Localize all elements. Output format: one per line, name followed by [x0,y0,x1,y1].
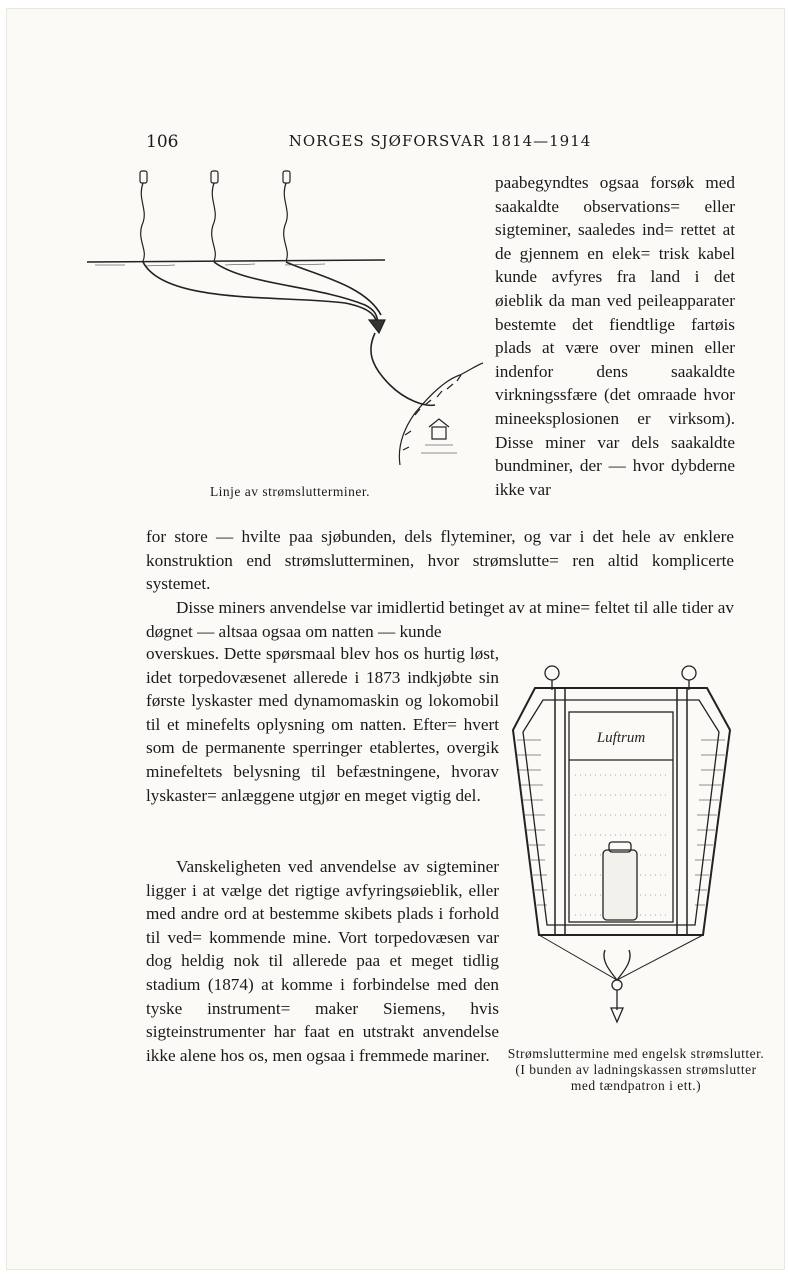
mine-case-illustration [505,660,737,1030]
figure-caption-mine-line: Linje av strømslutterminer. [209,484,371,499]
body-paragraph-full-width: for store — hvilte paa sjøbunden, dels flyteminer, og var i det hele av enklere konstruktion end strømslutterminen, hvor strømslutte= ren altid komplicerte systemet. [146,527,734,594]
page-header [146,132,734,154]
page-number: 106 [146,132,179,152]
mine-line-illustration [85,165,490,475]
figure-caption-mine-case: Strømsluttermine med engelsk strømslutter. (I bunden av ladningskassen strømslutter med tændpatron i ett.) [507,1046,765,1093]
body-paragraph-left-column: overskues. Dette spørsmaal blev hos os hurtig løst, idet torpedovæsenet allerede i 1873 indkjøbte sin første lyskaster med dynamomaskin og lokomobil til et minefelts oplysning om natten. Efter= hvert som de permanente sperringer etablertes, overgik minefeltets belysning til befæstningene, hvorav lyskaster= anlæggene utgjør en meget vigtig del. [146,644,499,805]
body-paragraph-full-width-2: Disse miners anvendelse var imidlertid betinget av at mine= feltet til alle tider av døgnet — altsaa ogsaa om natten — kunde [146,598,734,641]
body-paragraph-right-column: paabegyndtes ogsaa forsøk med saakaldte observations= eller sigteminer, saaledes ind= rettet at de gjennem en elek= trisk kabel kunde avfyres fra land i det øieblik da man ved peileapparater bestemte det fiendtlige fartøis plads at være over minen eller indenfor dens saakaldte virkningssfære (det omraade hvor mineeksplosionen er virksom). Disse miner var dels saakaldte bundminer, der — hvor dybderne ikke var [495,173,735,499]
body-paragraph-left-column-2: Vanskeligheten ved anvendelse av sigteminer ligger i at vælge det rigtige avfyringsøieblik, eller med andre ord at bestemme skibets plads i forhold til ved= kommende mine. Vort torpedovæsen var dog heldig nok til allerede paa et meget tidlig stadium (1874) at komme i forbindelse med den tyske instrument= maker Siemens, hvis sigteinstrumenter har faat en utstrakt anvendelse ikke alene hos os, men ogsaa i fremmede mariner. [146,857,499,1065]
luftrum-label: Luftrum [596,730,646,746]
running-title: NORGES SJØFORSVAR 1814—1914 [288,132,592,150]
